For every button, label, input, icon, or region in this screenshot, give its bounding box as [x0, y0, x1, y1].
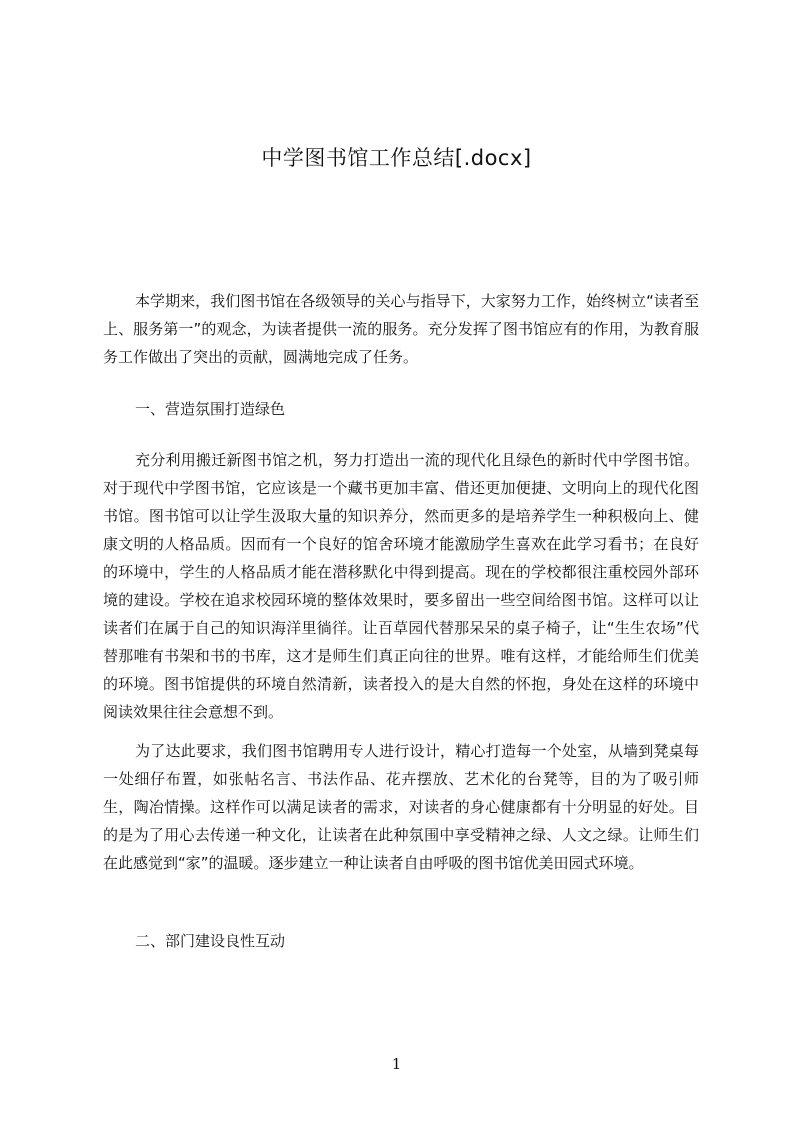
section-heading-2: 二、部门建设良性互动	[135, 932, 286, 950]
document-title: 中学图书馆工作总结[.docx]	[261, 146, 532, 170]
page-number: 1	[391, 1055, 402, 1073]
section-heading-1: 一、营造氛围打造绿色	[135, 400, 286, 418]
section-1-paragraph-2: 为了达此要求，我们图书馆聘用专人进行设计，精心打造每一个处室，从墙到凳桌每一处细仔布置，如张帖名言、书法作品、花卉摆放、艺术化的台凳等，目的为了吸引师生，陶冶情操。这样作可以满足读者的需求，对读者的身心健康都有十分明显的好处。目的是为了用心去传递一种文化，让读者在此种氛围中享受精神之绿、人文之绿。让师生们在此感觉到“家”的温暖。逐步建立一种让读者自由呼吸的图书馆优美田园式环境。	[103, 742, 699, 872]
intro-paragraph: 本学期来，我们图书馆在各级领导的关心与指导下，大家努力工作，始终树立“读者至上、服务第一”的观念，为读者提供一流的服务。充分发挥了图书馆应有的作用，为教育服务工作做出了突出的贡献，圆满地完成了任务。	[103, 292, 699, 366]
section-1-paragraph-1: 充分利用搬迁新图书馆之机，努力打造出一流的现代化且绿色的新时代中学图书馆。对于现代中学图书馆，它应该是一个藏书更加丰富、借还更加便捷、文明向上的现代化图书馆。图书馆可以让学生汲取大量的知识养分，然而更多的是培养学生一种积极向上、健康文明的人格品质。因而有一个良好的馆舍环境才能激励学生喜欢在此学习看书；在良好的环境中，学生的人格品质才能在潜移默化中得到提高。现在的学校都很注重校园外部环境的建设。学校在追求校园环境的整体效果时，要多留出一些空间给图书馆。这样可以让读者们在属于自己的知识海洋里徜徉。让百草园代替那呆呆的桌子椅子，让“生生农场”代替那唯有书架和书的书库，这才是师生们真正向往的世界。唯有这样，才能给师生们优美的环境。图书馆提供的环境自然清新，读者投入的是大自然的怀抱，身处在这样的环境中阅读效果往往会意想不到。	[103, 451, 699, 721]
